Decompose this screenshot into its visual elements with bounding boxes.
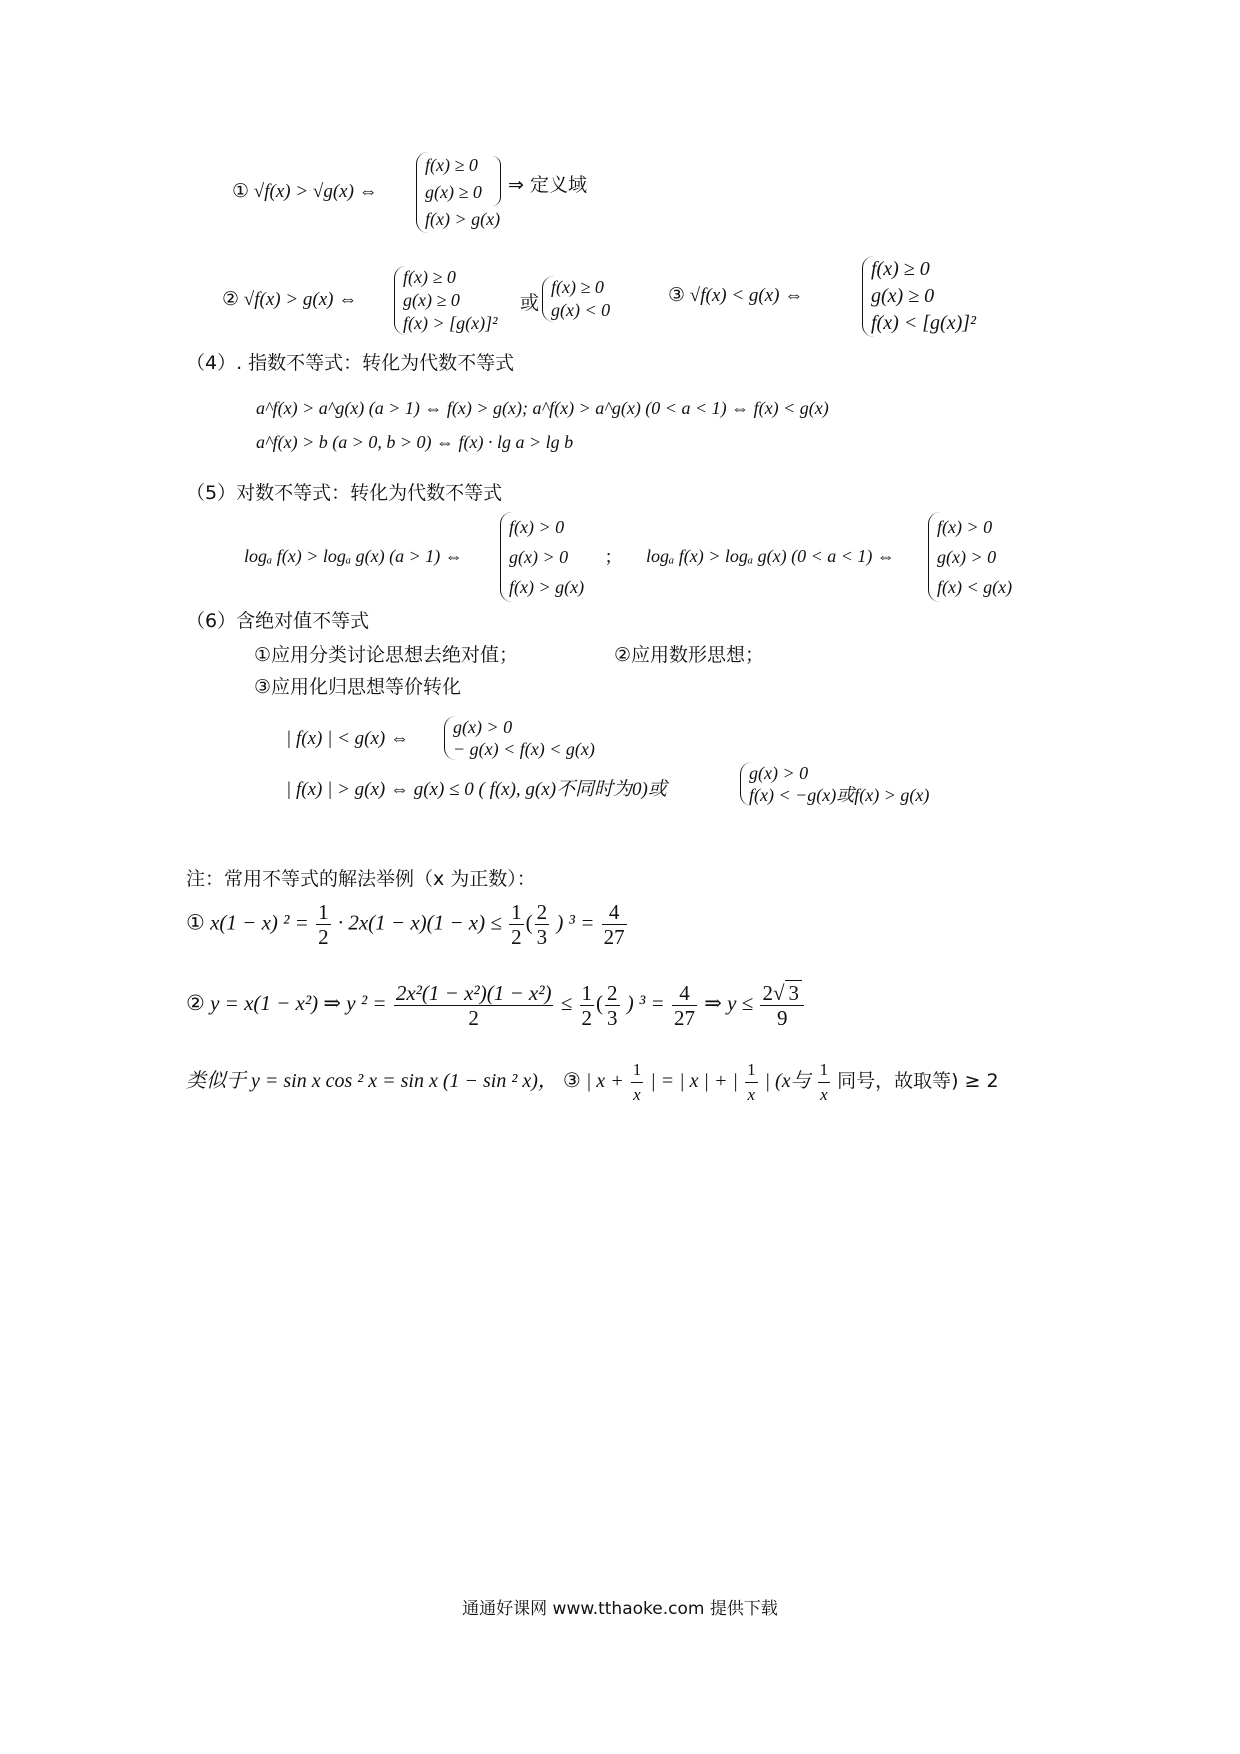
numerator: 4 — [602, 900, 627, 925]
fraction — [394, 981, 554, 1030]
fraction — [535, 900, 550, 949]
numerator: 1 — [318, 900, 329, 924]
rule-1-conditions — [416, 152, 500, 233]
method-1: ①应用分类讨论思想去绝对值； — [254, 644, 519, 666]
note-heading: 注：常用不等式的解法举例（x 为正数）： — [186, 868, 536, 890]
log-rule-2-lhs: logₐ f(x) > logₐ g(x) (0 < a < 1) ⇔ — [646, 546, 895, 566]
condition: f(x) ≥ 0 — [551, 277, 604, 297]
example-3-part-a: 类似于 y = sin x cos ² x = sin x (1 − sin ² x)， — [186, 1070, 558, 1093]
rule-3-conditions — [862, 256, 976, 337]
numerator: 1 — [631, 1058, 644, 1083]
condition: f(x) > g(x) — [509, 577, 585, 597]
condition: f(x) > 0 — [937, 517, 993, 537]
log-rule-1-conditions — [500, 512, 584, 602]
denominator: 27 — [603, 925, 625, 949]
denominator: x — [747, 1085, 756, 1104]
abs-rule-2-conditions — [740, 762, 929, 806]
condition: g(x) ≥ 0 — [403, 290, 460, 310]
log-rule-1-lhs: logₐ f(x) > logₐ g(x) (a > 1) ⇔ — [244, 546, 463, 566]
log-separator: ; — [606, 546, 612, 567]
marker-1: ① — [232, 181, 250, 202]
example-2-part-d: ⇒ y ≤ — [704, 990, 754, 1015]
denominator: 9 — [776, 1006, 788, 1030]
numerator: 2 — [536, 900, 548, 924]
condition: − g(x) < f(x) < g(x) — [453, 739, 595, 759]
condition: g(x) ≥ 0 — [871, 285, 935, 307]
radical-rule-2 — [222, 288, 357, 311]
example-2-part-c: ) ³ = — [626, 990, 665, 1015]
condition: g(x) < 0 — [551, 300, 611, 320]
example-3-part-b3: | (x与 — [764, 1070, 811, 1093]
rule-2-lhs: √f(x) > g(x) ⇔ — [243, 289, 358, 310]
fraction — [580, 981, 595, 1030]
radicand: 3 — [785, 980, 802, 1005]
fraction — [672, 981, 697, 1030]
rule-2-conditions-b — [542, 276, 610, 322]
condition: f(x) > g(x) — [425, 209, 501, 229]
condition: g(x) ≥ 0 — [425, 182, 482, 202]
numerator-coefficient: 2 — [762, 981, 773, 1005]
section-4-heading: （4）. 指数不等式：转化为代数不等式 — [186, 352, 515, 374]
numerator: 2√ 3 — [760, 980, 804, 1006]
fraction — [745, 1058, 758, 1107]
condition: f(x) > 0 — [509, 517, 565, 537]
condition: f(x) > [g(x)]² — [403, 313, 498, 333]
section-5-heading: （5）对数不等式：转化为代数不等式 — [186, 482, 503, 504]
numerator: 1 — [745, 1058, 758, 1083]
rule-1-right-brace — [492, 156, 501, 206]
example-1-marker: ① — [186, 910, 205, 935]
marker-3: ③ — [668, 285, 686, 306]
abs-rule-2-lhs: | f(x) | > g(x) ⇔ g(x) ≤ 0 ( f(x), g(x)不同时为0)或 — [286, 779, 667, 800]
condition: f(x) < [g(x)]² — [871, 312, 977, 334]
condition: g(x) > 0 — [453, 717, 513, 737]
numerator: 2x²(1 − x²)(1 − x²) — [395, 980, 552, 1005]
radical-rule-1 — [232, 180, 378, 203]
condition: f(x) ≥ 0 — [403, 267, 456, 287]
rule-2-or: 或 — [520, 292, 540, 314]
example-2-part-b: ≤ — [560, 990, 573, 1015]
denominator: 2 — [468, 1005, 479, 1030]
example-1: ① x(1 − x) ² = $\frac{1}{2}$ · 2x(1 − x)(1 − x) ≤ $\frac{1}{2}$ ( $\frac{2}{3}$ ) ³ = $\frac{4}{27}$ — [186, 900, 625, 949]
numerator: 4 — [672, 981, 697, 1006]
fraction — [760, 980, 804, 1030]
condition: f(x) ≥ 0 — [425, 155, 478, 175]
denominator: 3 — [607, 1005, 618, 1030]
abs-rule-1-lhs: | f(x) | < g(x) ⇔ — [286, 728, 409, 749]
example-2: ② y = x(1 − x²) ⇒ y ² = $\frac{\text{2x²(1 − x²)(1 − x²)}}{2}$ ≤ $\frac{1}{2}$ ( $\frac{2}{3}$ ) ³ = $\frac{4}{27}$ ⇒ y ≤ $\frac{2√ 3}{9}$ — [186, 980, 806, 1030]
fraction — [509, 900, 524, 949]
exp-rule-1: a^f(x) > a^g(x) (a > 1) ⇔ f(x) > g(x); a^f(x) > a^g(x) (0 < a < 1) ⇔ f(x) < g(x) — [256, 398, 829, 418]
method-2: ②应用数形思想； — [614, 644, 765, 666]
abs-rule-1-conditions — [444, 716, 595, 760]
rule-3-lhs: √f(x) < g(x) ⇔ — [689, 285, 804, 306]
condition: f(x) < g(x) — [937, 577, 1013, 597]
exp-rule-2: a^f(x) > b (a > 0, b > 0) ⇔ f(x) · lg a > lg b — [256, 432, 574, 452]
example-3-part-b: | x + — [585, 1070, 624, 1093]
example-3 — [186, 1058, 999, 1107]
page-footer: 通通好课网 www.tthaoke.com 提供下载 — [462, 1599, 778, 1619]
denominator: x — [633, 1085, 641, 1104]
numerator: 1 — [581, 980, 593, 1005]
fraction — [631, 1058, 644, 1107]
section-6-heading: （6）含绝对值不等式 — [186, 610, 370, 632]
example-1-part-b: · 2x(1 − x)(1 − x) ≤ — [337, 910, 502, 935]
method-3: ③应用化归思想等价转化 — [254, 676, 462, 698]
fraction — [818, 1058, 831, 1107]
example-3-marker: ③ — [562, 1070, 581, 1093]
condition: g(x) > 0 — [749, 763, 809, 783]
example-3-part-c: 同号，故取等) ≥ 2 — [837, 1070, 999, 1093]
radical-rule-3 — [668, 284, 803, 307]
fraction — [316, 900, 331, 949]
condition: g(x) > 0 — [937, 547, 997, 567]
denominator: 2 — [318, 925, 329, 949]
denominator: x — [820, 1085, 828, 1104]
condition: f(x) < −g(x)或f(x) > g(x) — [749, 785, 930, 805]
numerator: 1 — [511, 900, 522, 924]
rule-2-conditions-a — [394, 266, 498, 335]
condition: f(x) ≥ 0 — [871, 258, 930, 280]
condition: g(x) > 0 — [509, 547, 569, 567]
denominator: 3 — [536, 925, 548, 949]
example-1-part-a: x(1 − x) ² = — [210, 910, 309, 935]
marker-2: ② — [222, 289, 240, 310]
rule-1-note: ⇒ 定义域 — [508, 174, 587, 196]
rule-1-lhs: √f(x) > √g(x) ⇔ — [253, 181, 378, 202]
example-3-part-b2: | = | x | + | — [650, 1070, 739, 1093]
numerator: 2 — [607, 980, 618, 1005]
example-2-part-a: y = x(1 − x²) ⇒ y ² = — [210, 990, 387, 1015]
log-rule-2-conditions — [928, 512, 1012, 602]
fraction — [605, 981, 620, 1030]
denominator: 2 — [581, 1005, 593, 1030]
fraction — [602, 900, 627, 949]
example-1-part-c: ) ³ = — [556, 910, 595, 935]
numerator: 1 — [818, 1058, 831, 1083]
denominator: 2 — [511, 925, 522, 949]
denominator: 27 — [673, 1005, 695, 1030]
example-2-marker: ② — [186, 990, 205, 1015]
